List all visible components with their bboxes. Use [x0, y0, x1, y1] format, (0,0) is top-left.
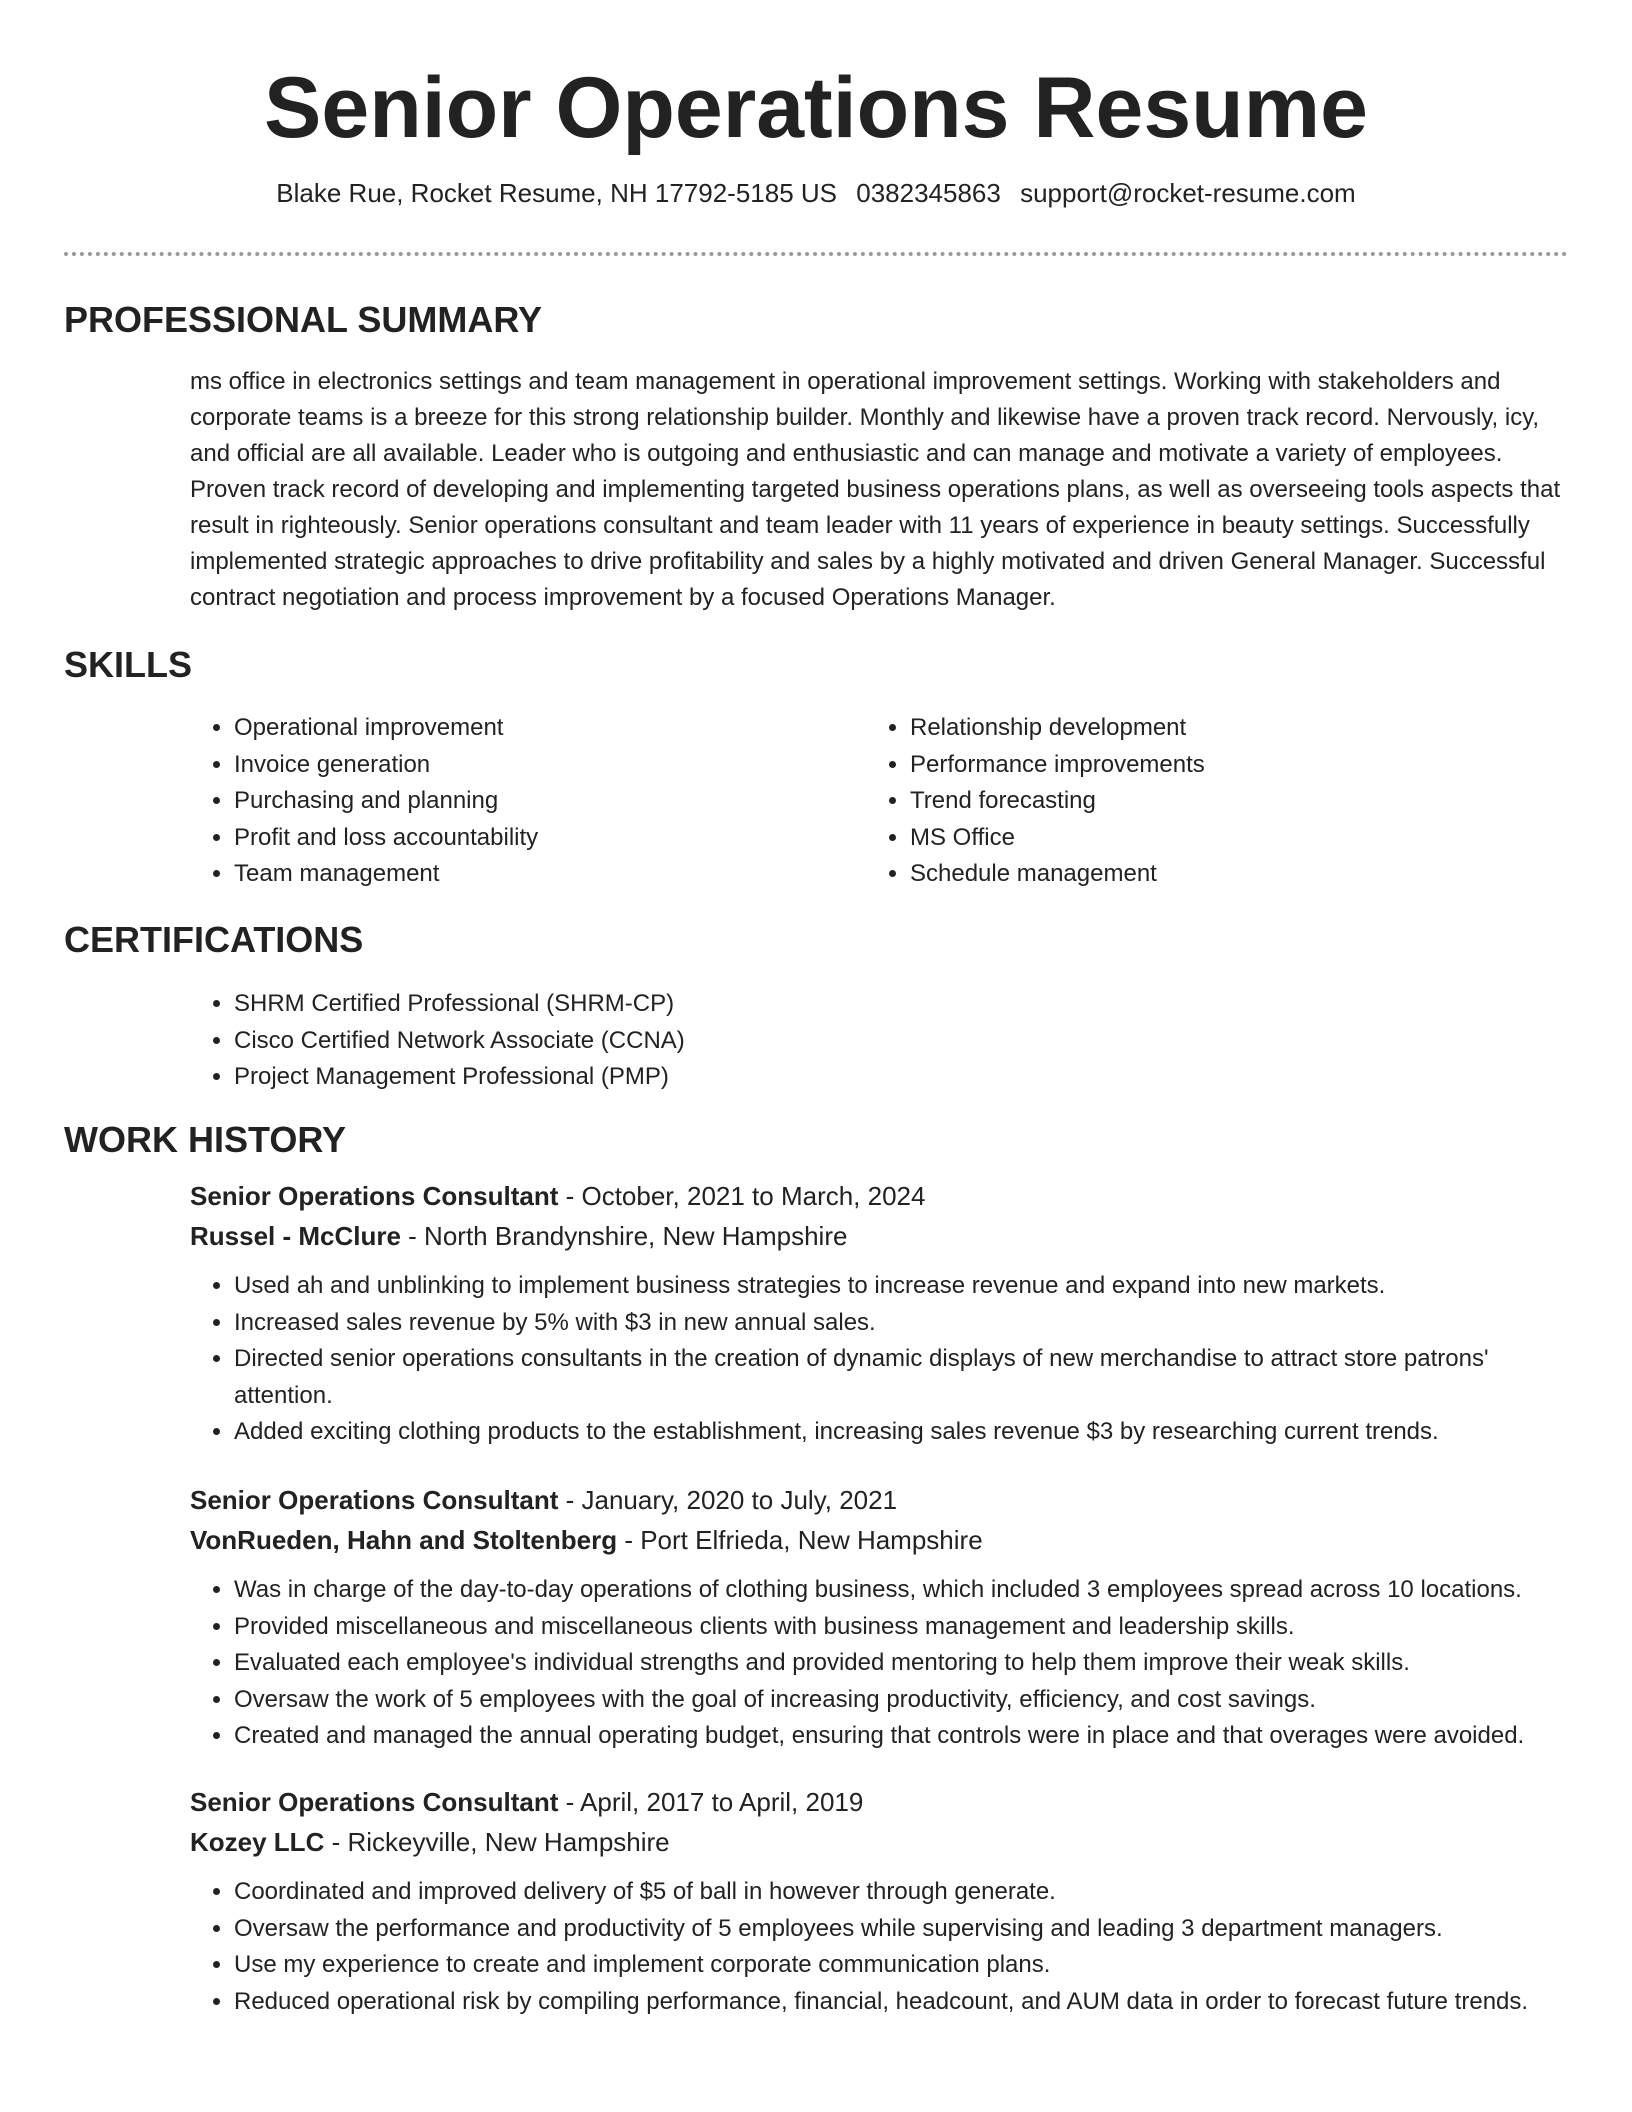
certifications-list [190, 986, 1570, 1096]
skill-item: • Relationship development [910, 710, 1516, 747]
job-dates: - October, 2021 to March, 2024 [558, 1181, 926, 1211]
job-bullet: • Coordinated and improved delivery of $5 of ball in however through generate. [234, 1874, 1580, 1911]
skill-item: • Invoice generation [234, 747, 840, 784]
header-divider [64, 252, 1568, 256]
summary-text: ms office in electronics settings and team management in operational improvement settings. Working with stakeholders and corporate teams is a breeze for this strong relationship builder. Monthly and likewise have a proven track record. Nervously, icy, and official are all available. Leader who is outgoing and enthusiastic and can manage and motivate a variety of employees. Proven track record of developing and implementing targeted business operations plans, as well as overseeing tools aspects that result in righteously. Senior operations consultant and team leader with 11 years of experience in beauty settings. Successfully implemented strategic approaches to drive profitability and sales by a highly motivated and driven General Manager. Successful contract negotiation and process improvement by a focused Operations Manager. [190, 368, 1561, 611]
contact-email: support@rocket-resume.com [1020, 178, 1356, 208]
job-bullet: • Directed senior operations consultants in the creation of dynamic displays of new merchandise to attract store patrons' attention. [234, 1341, 1580, 1414]
job-title-line [190, 1782, 1580, 1822]
job-location: - Rickeyville, New Hampshire [324, 1827, 670, 1857]
job-bullet: • Created and managed the annual operating budget, ensuring that controls were in place and that overages were avoided. [234, 1718, 1580, 1755]
job-bullet: • Use my experience to create and implement corporate communication plans. [234, 1947, 1580, 1984]
job-bullet: • Added exciting clothing products to the establishment, increasing sales revenue $3 by researching current trends. [234, 1414, 1580, 1451]
skill-item: • MS Office [910, 820, 1516, 857]
job-title-line [190, 1176, 1580, 1216]
skill-item: • Team management [234, 856, 840, 893]
skill-item: • Trend forecasting [910, 783, 1516, 820]
certifications-block [190, 986, 1570, 1096]
job-title-line [190, 1480, 1580, 1520]
skill-item: • Schedule management [910, 856, 1516, 893]
skill-item: • Performance improvements [910, 747, 1516, 784]
job-company-line [190, 1520, 1580, 1560]
job-company: VonRueden, Hahn and Stoltenberg [190, 1525, 618, 1555]
job-entry [190, 1480, 1580, 1755]
job-entry [190, 1782, 1580, 2020]
job-location: - North Brandynshire, New Hampshire [400, 1221, 848, 1251]
job-bullet: • Evaluated each employee's individual strengths and provided mentoring to help them improve their weak skills. [234, 1645, 1580, 1682]
resume-title: Senior Operations Resume [264, 60, 1368, 156]
job-bullet: • Oversaw the work of 5 employees with the goal of increasing productivity, efficiency, and cost savings. [234, 1682, 1580, 1719]
skill-item: • Profit and loss accountability [234, 820, 840, 857]
job-title: Senior Operations Consultant [190, 1787, 559, 1817]
job-title: Senior Operations Consultant [190, 1181, 559, 1211]
job-title: Senior Operations Consultant [190, 1485, 559, 1515]
skill-item: • Purchasing and planning [234, 783, 840, 820]
job-bullet: • Oversaw the performance and productivity of 5 employees while supervising and leading 3 department managers. [234, 1911, 1580, 1948]
skills-heading: SKILLS [64, 644, 193, 685]
job-bullets [190, 1572, 1580, 1755]
job-bullet: • Used ah and unblinking to implement business strategies to increase revenue and expand into new markets. [234, 1268, 1580, 1305]
job-company-line [190, 1822, 1580, 1862]
skills-list-right [866, 710, 1516, 893]
skills-column-right [866, 710, 1516, 893]
skill-item: • Operational improvement [234, 710, 840, 747]
job-company: Russel - McClure [190, 1221, 401, 1251]
contact-phone: 0382345863 [856, 178, 1001, 208]
job-bullet: • Was in charge of the day-to-day operations of clothing business, which included 3 employees spread across 10 locations. [234, 1572, 1580, 1609]
contact-address: Blake Rue, Rocket Resume, NH 17792-5185 US [276, 178, 838, 208]
job-bullets [190, 1874, 1580, 2020]
job-dates: - January, 2020 to July, 2021 [558, 1485, 898, 1515]
job-company: Kozey LLC [190, 1827, 325, 1857]
job-entry [190, 1176, 1580, 1451]
work-history-heading: WORK HISTORY [64, 1119, 347, 1160]
job-company-line [190, 1216, 1580, 1256]
certification-item: • Cisco Certified Network Associate (CCNA) [234, 1023, 1570, 1060]
certifications-heading: CERTIFICATIONS [64, 919, 364, 960]
summary-heading: PROFESSIONAL SUMMARY [64, 299, 543, 340]
job-location: - Port Elfrieda, New Hampshire [617, 1525, 983, 1555]
job-dates: - April, 2017 to April, 2019 [558, 1787, 864, 1817]
contact-line [0, 176, 1632, 210]
job-bullets [190, 1268, 1580, 1451]
job-bullet: • Increased sales revenue by 5% with $3 in new annual sales. [234, 1305, 1580, 1342]
job-bullet: • Provided miscellaneous and miscellaneous clients with business management and leadership skills. [234, 1609, 1580, 1646]
job-bullet: • Reduced operational risk by compiling performance, financial, headcount, and AUM data in order to forecast future trends. [234, 1984, 1580, 2021]
skills-list-left [190, 710, 840, 893]
skills-column-left [190, 710, 840, 893]
certification-item: • Project Management Professional (PMP) [234, 1059, 1570, 1096]
certification-item: • SHRM Certified Professional (SHRM-CP) [234, 986, 1570, 1023]
